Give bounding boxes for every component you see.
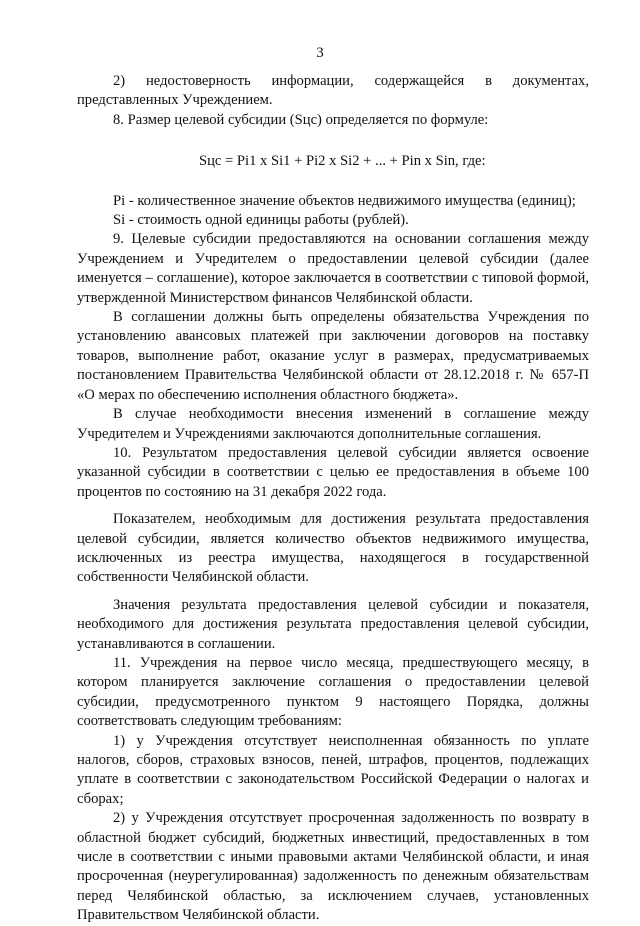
paragraph-item-2: 2) недостоверность информации, содержащейся в документах, представленных Учреждением. (77, 73, 589, 109)
paragraph-11-item-2: 2) у Учреждения отсутствует просроченная задолженность по возврату в областной бюджет субсидий, бюджетных инвестиций, предоставленных в том числе в соответствии с иными правовыми актами Челябинской области, и иная просроченная (неурегулированная) задолженность по денежным обязательствам перед Челябинской областью, за исключением случаев, установленных Правительством Челябинской области. (77, 810, 589, 924)
subsidy-formula: Sцс = Pi1 x Si1 + Pi2 x Si2 + ... + Pin x Sin, где: (199, 153, 486, 170)
definition-si: Si - стоимость одной единицы работы (рублей). (113, 212, 409, 229)
paragraph-8: 8. Размер целевой субсидии (Sцс) определяется по формуле: (113, 111, 489, 128)
document-body (77, 72, 589, 926)
paragraph-9-changes: В случае необходимости внесения изменений в соглашение между Учредителем и Учреждениями заключаются дополнительные соглашения. (77, 406, 589, 442)
paragraph-11-item-1: 1) у Учреждения отсутствует неисполненная обязанность по уплате налогов, сборов, страховых взносов, пеней, штрафов, процентов, подлежащих уплате в соответствии с законодательством Российской Федерации о налогах и сборах; (77, 732, 589, 807)
paragraph-9: 9. Целевые субсидии предоставляются на основании соглашения между Учреждением и Учредителем о предоставлении целевой субсидии (далее именуется – соглашение), которое заключается в соответствии с типовой формой, утвержденной Министерством финансов Челябинской области. (77, 231, 589, 306)
paragraph-10-indicator: Показателем, необходимым для достижения результата предоставления целевой субсидии, является количество объектов недвижимого имущества, исключенных из реестра имущества, находящегося в государственной собственности Челябинской области. (77, 511, 589, 586)
spacer (77, 588, 589, 596)
spacer (77, 502, 589, 510)
definition-pi: Pi - количественное значение объектов недвижимого имущества (единиц); (113, 192, 576, 209)
paragraph-10: 10. Результатом предоставления целевой субсидии является освоение указанной субсидии в соответствии с целью ее предоставления в объеме 100 процентов по состоянию на 31 декабря 2022 года. (77, 444, 589, 500)
paragraph-9-obligations: В соглашении должны быть определены обязательства Учреждения по установлению авансовых платежей при заключении договоров на поставку товаров, выполнение работ, оказание услуг в размерах, предусматриваемых постановлением Правительства Челябинской области от 28.12.2018 г. № 657-П «О мерах по обеспечению исполнения областного бюджета». (77, 309, 589, 403)
paragraph-10-values: Значения результата предоставления целевой субсидии и показателя, необходимого для достижения результата предоставления целевой субсидии, устанавливаются в соглашении. (77, 596, 589, 652)
page-number: 3 (316, 45, 324, 61)
paragraph-11: 11. Учреждения на первое число месяца, предшествующего месяцу, в котором планируется заключение соглашения о предоставлении целевой субсидии, предусмотренного пунктом 9 настоящего Порядка, должны соответствовать следующим требованиям: (77, 654, 589, 730)
